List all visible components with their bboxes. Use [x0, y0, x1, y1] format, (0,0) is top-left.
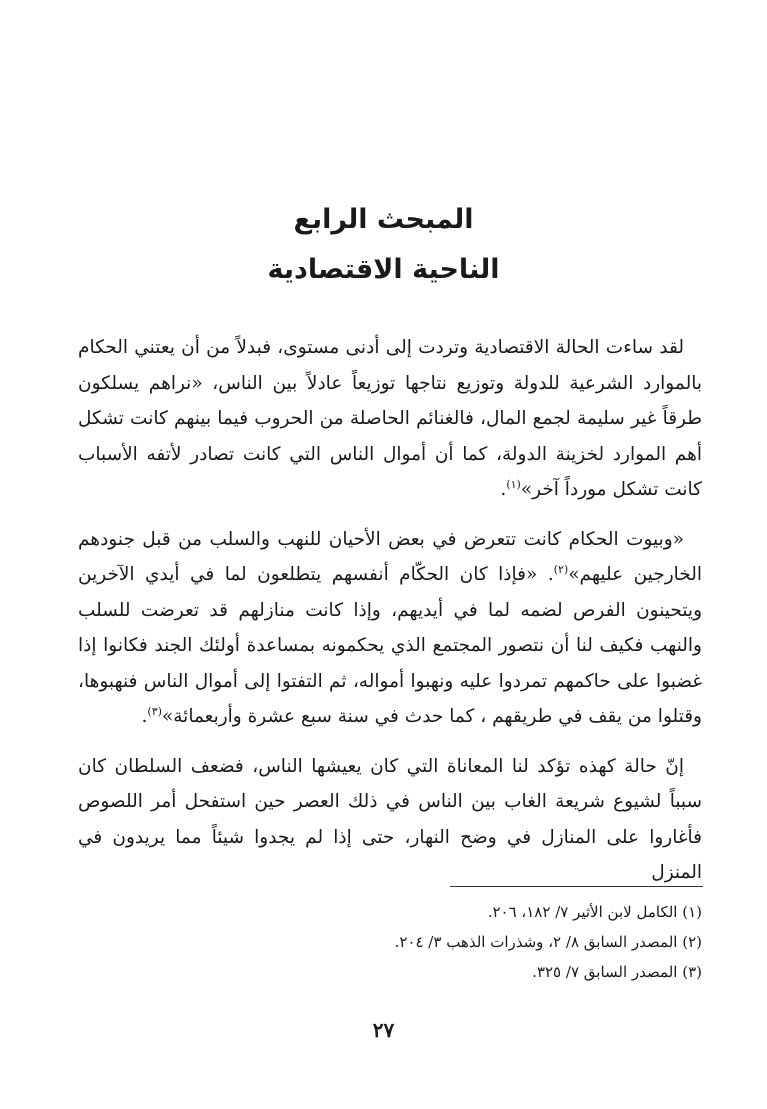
footnote-ref-3: (٣): [147, 704, 162, 718]
paragraph-text: . «فإذا كان الحكّام أنفسهم يتطلعون لما في أيدي الآخرين ويتحينون الفرص لضمه لما في أيديهم، وإذا كانت منازلهم قد تعرضت للسلب والنهب فكيف لنا أن نتصور المجتمع الذي يحكمونه بمساعدة أولئك الجند فكانوا إذا غضبوا على حاكمهم تمردوا عليه ونهبوا أمواله، ثم التفتوا إلى أموال الناس فنهبوها، وقتلوا من يقف في طريقهم ، كما حدث في سنة سبع عشرة وأربعمائة»: [78, 564, 702, 727]
footnote-3: (٣) المصدر السابق ٧/ ٣٢٥.: [532, 963, 702, 981]
section-headings: [0, 195, 767, 295]
footnote-ref-1: (١): [506, 477, 521, 491]
paragraph-3: [78, 749, 702, 891]
paragraph-2: [78, 522, 702, 735]
page-number: ٢٧: [372, 1018, 395, 1042]
section-title: المبحث الرابع: [293, 204, 474, 235]
footnote-1: (١) الكامل لابن الأثير ٧/ ١٨٢، ٢٠٦.: [487, 903, 702, 921]
footnote-ref-2: (٢): [553, 562, 569, 576]
paragraph-text: .: [141, 706, 148, 727]
paragraph-text: لقد ساءت الحالة الاقتصادية وتردت إلى أدنى مستوى، فبدلاً من أن يعتني الحكام بالموارد الشرعية للدولة وتوزيع نتاجها توزيعاً عادلاً بين الناس، «نراهم يسلكون طرقاً غير سليمة لجمع المال، فالغنائم الحاصلة من الحروب فيما بينهم كانت تشكل أهم الموارد لخزينة الدولة، كما أن أموال الناس التي كانت تصادر لأتفه الأسباب كانت تشكل مورداً آخر»: [78, 337, 702, 500]
footnotes: [78, 897, 702, 987]
paragraph-1: [78, 330, 702, 508]
paragraph-text: .: [500, 479, 507, 500]
body-text: [78, 330, 702, 905]
footnote-2: (٢) المصدر السابق ٨/ ٢، وشذرات الذهب ٣/ ٢٠٤.: [394, 933, 702, 951]
footnote-separator: [450, 886, 703, 887]
section-subtitle: الناحية الاقتصادية: [267, 254, 500, 285]
paragraph-text: «وبيوت الحكام كانت تتعرض في بعض الأحيان للنهب والسلب من قبل جنودهم الخارجين عليهم»: [78, 528, 702, 585]
paragraph-text: إنّ حالة كهذه تؤكد لنا المعاناة التي كان يعيشها الناس، فضعف السلطان كان سبباً لشيوع شريعة الغاب بين الناس في ذلك العصر حين استفحل أمر اللصوص فأغاروا على المنازل في وضح النهار، حتى إذا لم يجدوا شيئاً مما يريدون في المنزل: [78, 755, 702, 883]
